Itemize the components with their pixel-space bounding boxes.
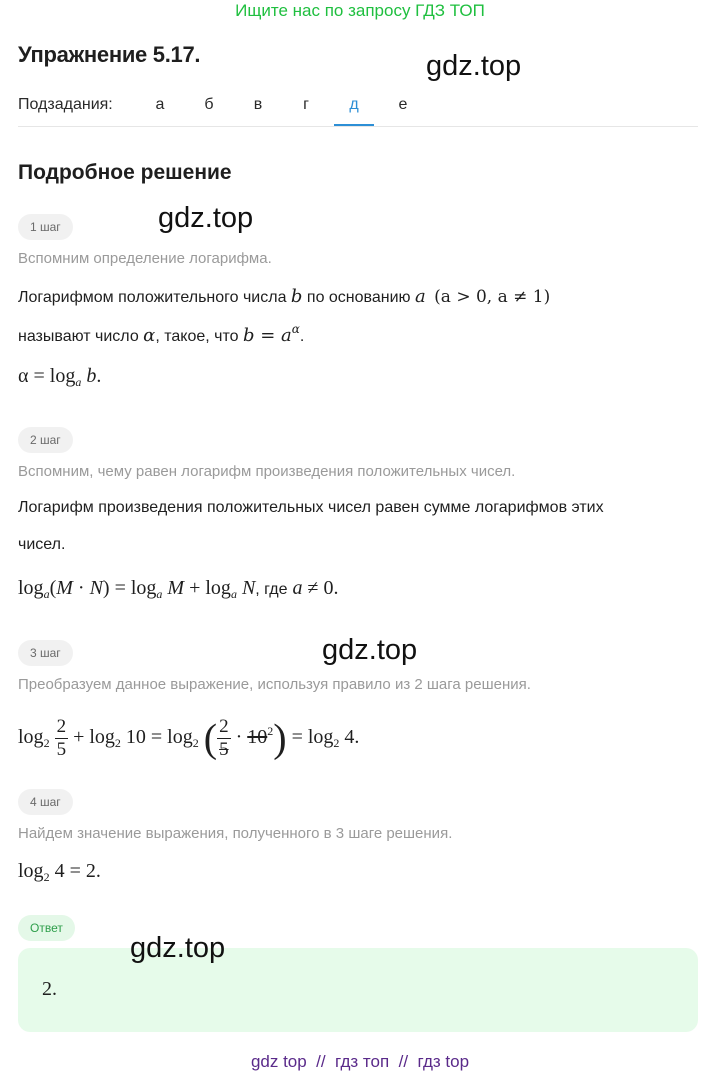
step-3-formula: $\log_2$ $\frac{2}{5}$ + $\log_2 10 = \log_2$ ( $\frac{2}{5}$ · $10^2) = \log_2 4$. [18,715,360,761]
step-2-hint: Вспомним, чему равен логарифм произведения положительных чисел. [18,463,516,480]
subtask-tab-g[interactable]: г [303,96,309,113]
subtasks-label: Подзадания: [18,96,113,113]
step-4-badge: 4 шаг [18,789,73,815]
subtask-tab-e[interactable]: е [398,96,408,113]
answer-value: 2. [42,978,57,1000]
top-banner: Ищите нас по запросу ГДЗ ТОП [235,1,485,20]
step-2-formula: $\log_a(M \cdot N) = \log_a M + \log_a N$, где a ≠ 0. [18,577,339,601]
page-title: Упражнение 5.17. [18,42,201,67]
answer-box [18,948,698,1032]
step-1-definition-line2: называют число α, такое, что $b = a^\alpha$. [18,322,305,346]
step-1-hint: Вспомним определение логарифма. [18,250,272,267]
step-3-badge: 3 шаг [18,640,73,666]
section-title: Подробное решение [18,161,232,184]
subtask-tab-v[interactable]: в [253,96,263,113]
watermark: gdz.top [130,932,226,964]
watermark: gdz.top [158,202,254,234]
step-1-badge: 1 шаг [18,214,73,240]
subtask-tab-a[interactable]: а [155,96,165,113]
step-2-badge: 2 шаг [18,427,73,453]
step-2-rule-line1: Логарифм произведения положительных чисел равен сумме логарифмов этих [18,499,604,516]
step-1-definition-line1: Логарифмом положительного числа b по основанию a (a > 0, a ≠ 1) [18,286,551,307]
subtask-tab-d[interactable]: д [334,94,374,126]
step-2-rule-line2: чисел. [18,536,66,553]
step-4-hint: Найдем значение выражения, полученного в 3 шаге решения. [18,825,453,842]
step-4-formula: $\log_2 4 = 2$. [18,860,101,884]
watermark: gdz.top [322,634,418,666]
watermark: gdz.top [426,50,522,82]
subtask-tab-b[interactable]: б [204,96,214,113]
footer-links[interactable]: gdz top // гдз топ // гдз top [250,1052,470,1071]
step-1-formula: $\alpha = \log_a b$. [18,365,102,389]
answer-badge: Ответ [18,915,75,941]
subtasks-nav [18,92,698,127]
step-3-hint: Преобразуем данное выражение, используя правило из 2 шага решения. [18,676,531,693]
